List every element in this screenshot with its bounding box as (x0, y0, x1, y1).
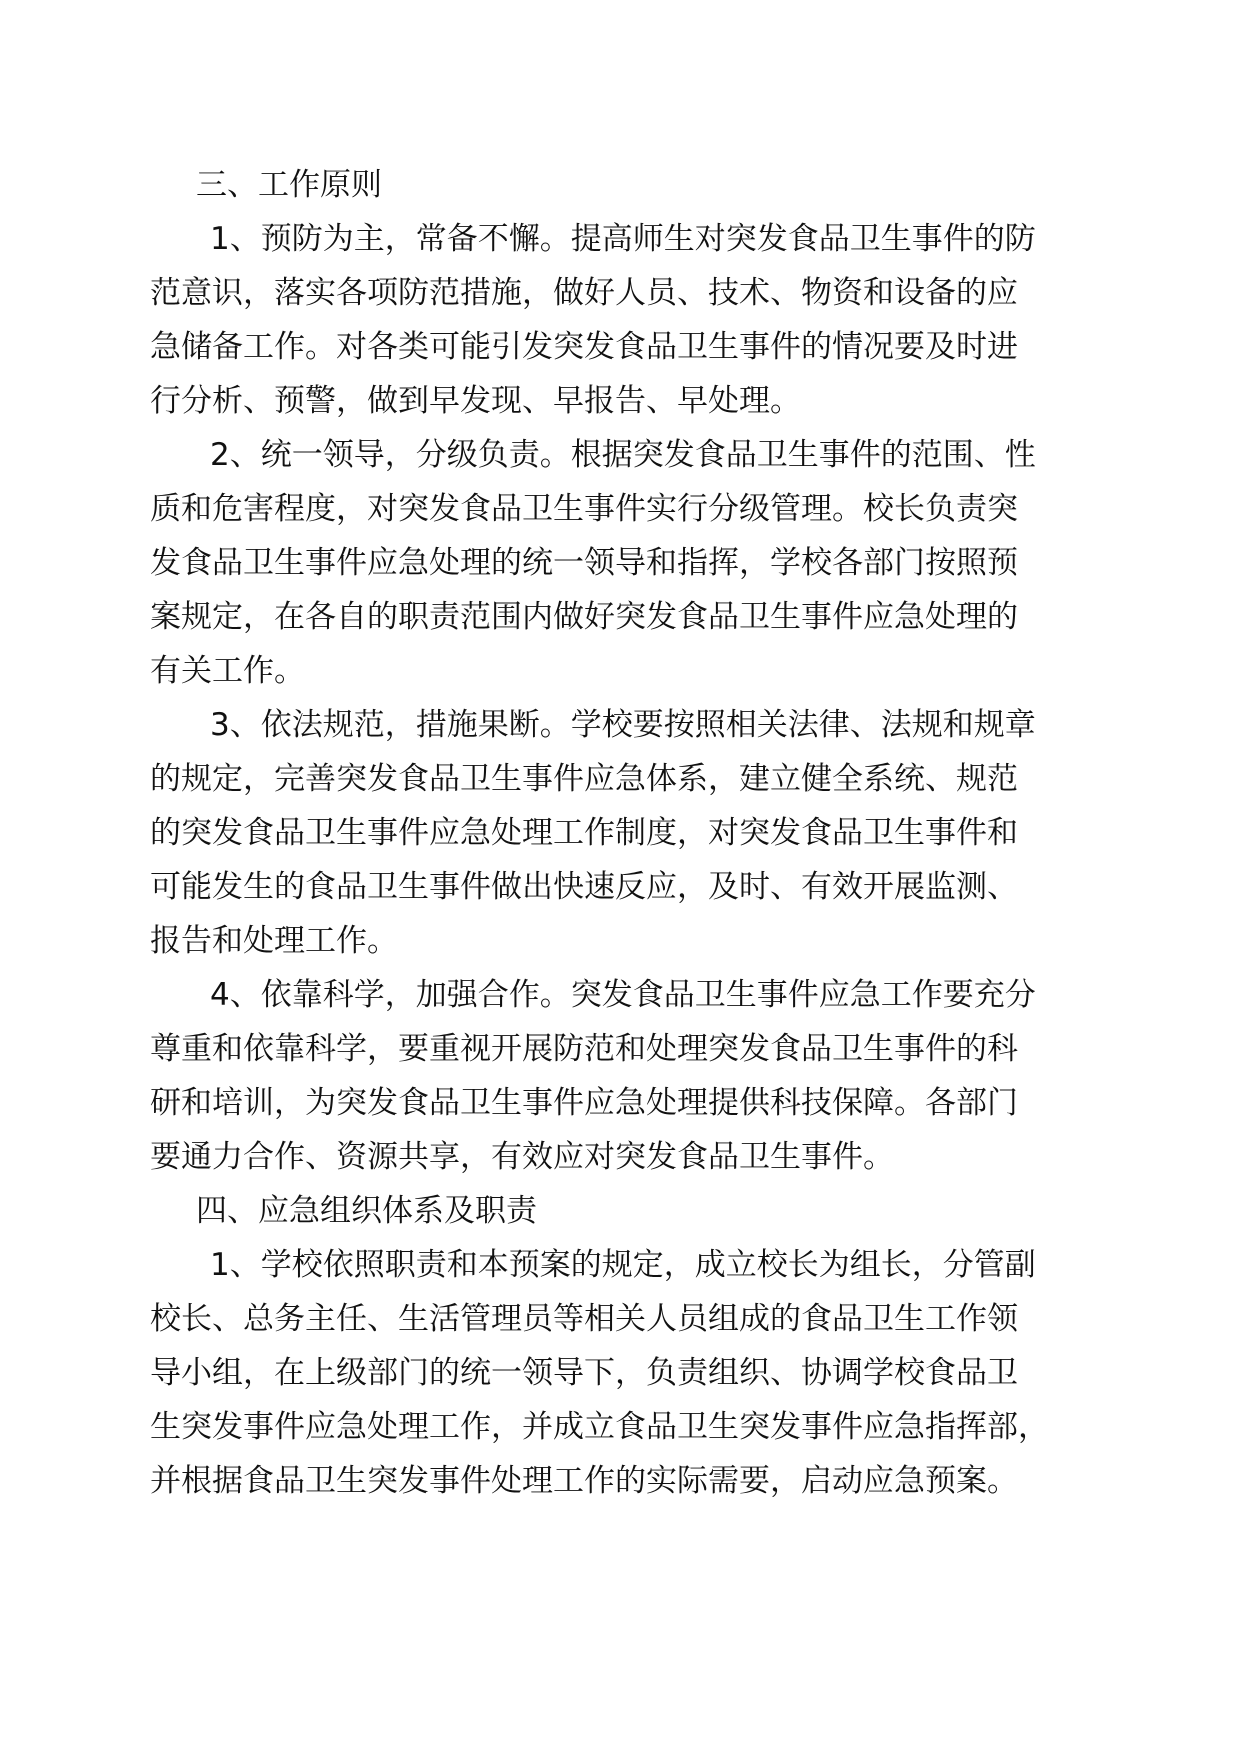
paragraph-line: 的规定，完善突发食品卫生事件应急体系，建立健全系统、规范 (150, 761, 1018, 797)
paragraph-line: 4、依靠科学，加强合作。突发食品卫生事件应急工作要充分 (210, 977, 1036, 1013)
paragraph-line: 要通力合作、资源共享，有效应对突发食品卫生事件。 (150, 1139, 894, 1175)
paragraph-line: 1、预防为主，常备不懈。提高师生对突发食品卫生事件的防 (210, 221, 1036, 257)
paragraph-line: 案规定，在各自的职责范围内做好突发食品卫生事件应急处理的 (150, 599, 1018, 635)
paragraph-line: 尊重和依靠科学，要重视开展防范和处理突发食品卫生事件的科 (150, 1031, 1018, 1067)
paragraph-line: 有关工作。 (150, 653, 305, 689)
paragraph-line: 1、学校依照职责和本预案的规定，成立校长为组长，分管副 (210, 1247, 1036, 1283)
section-heading: 四、应急组织体系及职责 (196, 1193, 537, 1229)
paragraph-line: 3、依法规范，措施果断。学校要按照相关法律、法规和规章 (210, 707, 1036, 743)
paragraph-line: 急储备工作。对各类可能引发突发食品卫生事件的情况要及时进 (150, 329, 1018, 365)
paragraph-line: 发食品卫生事件应急处理的统一领导和指挥，学校各部门按照预 (150, 545, 1018, 581)
paragraph-line: 并根据食品卫生突发事件处理工作的实际需要，启动应急预案。 (150, 1463, 1018, 1499)
paragraph-line: 校长、总务主任、生活管理员等相关人员组成的食品卫生工作领 (150, 1301, 1018, 1337)
paragraph-line: 2、统一领导，分级负责。根据突发食品卫生事件的范围、性 (210, 437, 1036, 473)
paragraph-line: 行分析、预警，做到早发现、早报告、早处理。 (150, 383, 801, 419)
document-page (150, 158, 1100, 1508)
section-heading: 三、工作原则 (196, 167, 382, 203)
paragraph-line: 可能发生的食品卫生事件做出快速反应，及时、有效开展监测、 (150, 869, 1018, 905)
paragraph-line: 范意识，落实各项防范措施，做好人员、技术、物资和设备的应 (150, 275, 1018, 311)
paragraph-line: 报告和处理工作。 (150, 923, 398, 959)
paragraph-line: 研和培训，为突发食品卫生事件应急处理提供科技保障。各部门 (150, 1085, 1018, 1121)
paragraph-line: 导小组，在上级部门的统一领导下，负责组织、协调学校食品卫 (150, 1355, 1018, 1391)
paragraph-line: 的突发食品卫生事件应急处理工作制度，对突发食品卫生事件和 (150, 815, 1018, 851)
paragraph-line: 质和危害程度，对突发食品卫生事件实行分级管理。校长负责突 (150, 491, 1018, 527)
paragraph-line: 生突发事件应急处理工作，并成立食品卫生突发事件应急指挥部， (150, 1409, 1049, 1445)
